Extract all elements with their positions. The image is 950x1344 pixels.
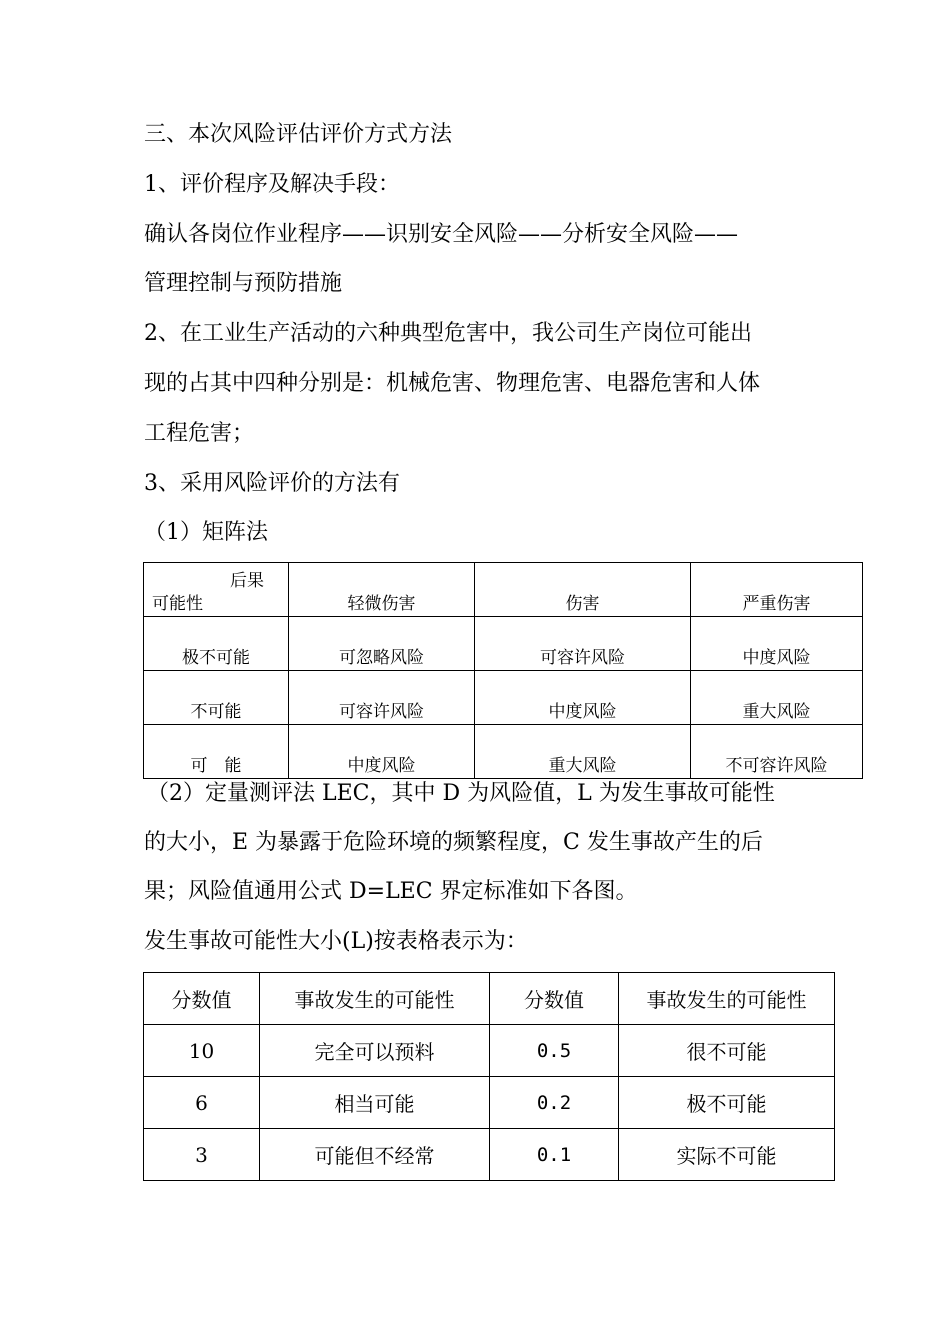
- matrix-cell: 中度风险: [289, 725, 475, 779]
- l-table-cell: 0.2: [490, 1077, 619, 1129]
- l-table-header: 事故发生的可能性: [260, 973, 490, 1025]
- matrix-corner-cell: [144, 563, 289, 617]
- item1-title: 1、评价程序及解决手段：: [144, 172, 400, 197]
- method2-line1: （2）定量测评法 LEC，其中 D 为风险值，L 为发生事故可能性: [147, 781, 775, 806]
- matrix-cell: 中度风险: [475, 671, 691, 725]
- matrix-cell: 中度风险: [691, 617, 863, 671]
- matrix-cell: 重大风险: [691, 671, 863, 725]
- item3-title: 3、采用风险评价的方法有: [144, 471, 400, 496]
- risk-matrix-table: [143, 562, 863, 779]
- l-table-cell: 相当可能: [260, 1077, 490, 1129]
- item1-line1: 确认各岗位作业程序——识别安全风险——分析安全风险——: [144, 222, 739, 247]
- matrix-cell: 可忽略风险: [289, 617, 475, 671]
- section-heading: 三、本次风险评估评价方式方法: [144, 122, 453, 147]
- matrix-corner-top: 后果: [230, 571, 264, 591]
- l-table-cell: 0.1: [490, 1129, 619, 1181]
- table-row: [144, 725, 863, 779]
- matrix-cell: 不可容许风险: [691, 725, 863, 779]
- method2-line2: 的大小，E 为暴露于危险环境的频繁程度，C 发生事故产生的后: [144, 830, 763, 855]
- table-row: [144, 671, 863, 725]
- l-table-cell: 完全可以预料: [260, 1025, 490, 1077]
- l-table-cell: 很不可能: [619, 1025, 835, 1077]
- table-row: [144, 973, 835, 1025]
- matrix-column-header: 伤害: [475, 563, 691, 617]
- matrix-row-label: 极不可能: [144, 617, 289, 671]
- l-table-cell: 实际不可能: [619, 1129, 835, 1181]
- l-table-cell: 可能但不经常: [260, 1129, 490, 1181]
- likelihood-table: [143, 972, 835, 1181]
- matrix-row-label: 不可能: [144, 671, 289, 725]
- l-table-cell: 极不可能: [619, 1077, 835, 1129]
- item2-line2: 现的占其中四种分别是：机械危害、物理危害、电器危害和人体: [144, 371, 761, 396]
- matrix-cell: 重大风险: [475, 725, 691, 779]
- matrix-column-header: 轻微伤害: [289, 563, 475, 617]
- matrix-cell: 可容许风险: [475, 617, 691, 671]
- l-table-cell: 0.5: [490, 1025, 619, 1077]
- item2-line3: 工程危害；: [144, 421, 255, 446]
- matrix-column-header: 严重伤害: [691, 563, 863, 617]
- l-table-header: 分数值: [144, 973, 260, 1025]
- table-row: [144, 1077, 835, 1129]
- item2-line1: 2、在工业生产活动的六种典型危害中，我公司生产岗位可能出: [144, 321, 752, 346]
- table-row: [144, 1129, 835, 1181]
- method2-line3: 果；风险值通用公式 D=LEC 界定标准如下各图。: [144, 879, 638, 904]
- l-table-header: 事故发生的可能性: [619, 973, 835, 1025]
- l-table-cell: 3: [144, 1129, 260, 1181]
- l-table-cell: 10: [144, 1025, 260, 1077]
- matrix-cell: 可容许风险: [289, 671, 475, 725]
- l-table-cell: 6: [144, 1077, 260, 1129]
- table-row: [144, 617, 863, 671]
- method1-title: （1）矩阵法: [144, 520, 268, 545]
- matrix-corner-bottom: 可能性: [152, 594, 203, 614]
- table-row: [144, 1025, 835, 1077]
- table-row: [144, 563, 863, 617]
- item1-line2: 管理控制与预防措施: [144, 271, 343, 296]
- l-table-caption: 发生事故可能性大小(L)按表格表示为：: [144, 929, 528, 954]
- matrix-row-label: 可 能: [144, 725, 289, 779]
- l-table-header: 分数值: [490, 973, 619, 1025]
